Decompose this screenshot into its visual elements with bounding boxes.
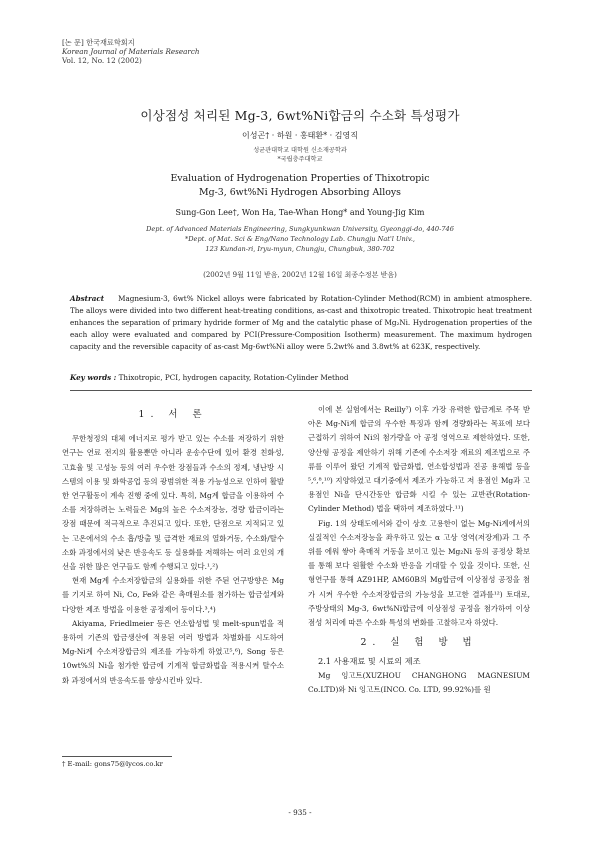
journal-name-en: Korean Journal of Materials Research: [62, 47, 200, 56]
keywords-text: Thixotropic, PCI, hydrogen capacity, Rotation-Cylinder Method: [118, 373, 349, 382]
abstract-divider: [70, 390, 532, 391]
journal-volume: Vol. 12, No. 12 (2002): [62, 56, 142, 65]
left-column: [62, 409, 284, 688]
journal-name-ko: [논 문] 한국재료학회지: [62, 38, 135, 47]
footnote-email: † E-mail: gons75@lycos.co.kr: [62, 760, 163, 768]
section-2-heading: 2. 실 험 방 법: [360, 637, 478, 649]
keywords-label: Key words :: [70, 373, 117, 382]
abstract-label: Abstract: [70, 294, 105, 303]
affiliation-ko: [0, 146, 600, 164]
affiliation-ko-line1: 성균관대학교 대학원 신소재공학과: [253, 147, 347, 154]
keywords: [70, 373, 532, 382]
paragraph: Akiyama, Friedlmeier 등은 연소합성법 및 melt-spun법을 적용하여 기존의 합금생산에 적용된 여러 방법과 차별화를 시도하여 Mg-Ni계 수소저장합금의 제조를 가능하게 하였고⁵,⁶), Song 등은 10wt%의 Ni을 첨가한 합금에 기계적 합금화법을 적용시켜 탈수소화 과정에서의 반응속도를 향상시킨바 있다.: [62, 618, 284, 685]
affiliation-ko-line2: *국립충주대학교: [277, 156, 323, 163]
affiliation-en-line1: Dept. of Advanced Materials Engineering, Sungkyunkwan University, Gyeonggi-do, 440-746: [146, 225, 454, 233]
received-dates: (2002년 9월 11일 받음, 2002년 12월 16일 최종수정본 받음): [203, 271, 397, 279]
subsection-heading: 2.1 사용재료 및 시료의 제조: [318, 656, 421, 667]
paragraph: Fig. 1의 상태도에서와 같이 상호 고용한이 없는 Mg-Ni계에서의 실질적인 수소저장능을 좌우하고 있는 α 고상 영역(저장계)과 그 주위를 에워 쌓아 촉매적 거동을 보이고 있는 Mg₂Ni 등의 공정상 확보를 통해 보다 원활한 수소화 반응을 기대할 수 있을 것이다. 또한, 신형연구를 통해 AZ91HP, AM60B의 Mg합금에 이상점성 공정을 첨가 시켜 우수한 수소저장합금의 가능성을 보고한 결과를¹²) 토대로, 주방상태의 Mg-3, 6wt%Ni합금에 이상점성 공정을 첨가하여 이상점성 처리에 따른 수소화 특성의 변화를 고찰하고자 하였다.: [308, 518, 530, 628]
abstract-text: Magnesium-3, 6wt% Nickel alloys were fabricated by Rotation-Cylinder Method(RCM) in ambient atmosphere. The alloys were divided into two different heat-treating conditions, as-cast and thixotropic treated. Thixotropic heat treatment enhances the separation of primary hydride former of Mg and the catalytic phase of Mg₂Ni. Hydrogenation properties of the each alloy were evaluated and compared by PCI(Pressure-Composition Isotherm) measurement. The maximum hydrogen capacity and the reversible capacity of as-cast Mg-6wt%Ni alloy were 5.2wt% and 3.8wt% at 623K, respectively.: [70, 294, 532, 351]
paragraph: Mg 잉고트(XUZHOU CHANGHONG MAGNESIUM Co.LTD)와 Ni 잉고트(INCO. Co. LTD, 99.92%)를 원: [308, 670, 530, 694]
footnote-divider: [62, 756, 172, 757]
authors-en: Sung-Gon Lee†, Won Ha, Tae-Whan Hong* and Young-Jig Kim: [175, 208, 425, 217]
paper-title-en-line1: Evaluation of Hydrogenation Properties of Thixotropic: [170, 173, 430, 184]
affiliation-en-line2: *Dept. of Mat. Sci & Eng/Nano Technology Lab. Chungju Nat'l Univ.,: [184, 235, 416, 243]
affiliation-en-line3: 123 Kundan-ri, Iryu-myun, Chungju, Chungbuk, 380-702: [205, 245, 395, 253]
affiliation-en: [0, 224, 600, 254]
abstract: [70, 293, 532, 353]
authors-ko: 이성곤† · 하원 · 홍태환* · 김영직: [242, 131, 358, 140]
section-1-heading: 1. 서 론: [138, 409, 208, 420]
page-number: - 935 -: [288, 808, 312, 817]
paper-title-en-line2: Mg-3, 6wt%Ni Hydrogen Absorbing Alloys: [199, 187, 401, 198]
paragraph: 무한청정의 대체 에너지로 평가 받고 있는 수소를 저장하기 위한 연구는 연료 전지의 활용뿐만 아니라 운송수단에 있어 환경 친화성, 고효율 및 고성능 등의 여러 우수한 장점들과 수소의 정제, 냉난방 시스템의 이용 및 화학공업 등의 광범위한 적용 가능성으로 인하여 활발한 연구활동이 계속 진행 중에 있다. 특히, Mg계 합금을 이용하여 수소를 저장하려는 노력들은 Mg의 높은 수소저장능, 경량 합금이라는 장점 때문에 적극적으로 추진되고 있다. 또한, 단점으로 지적되고 있는 고온에서의 수소 흡/방출 및 급격한 재료의 열화거동, 수소화/탈수소화 과정에서의 낮은 반응속도 등 실용화를 저해하는 여러 요인의 개선을 위한 많은 연구들도 함께 수행되고 있다.¹,²): [62, 434, 284, 572]
journal-header: [62, 38, 200, 65]
paragraph: 이에 본 실험에서는 Reilly⁷) 이후 가장 유력한 합금계로 주목 받아온 Mg-Ni계 합금의 우수한 특징과 함께 경량화라는 목표에 보다 근접하기 위하여 Ni의 첨가량을 아 공정 영역으로 제한하였다. 또한, 양산형 공정을 제안하기 위해 기존에 수소저장 재료의 제조법으로 주류를 이루어 왔던 기계적 합금화법, 연소합성법과 진공 용해법 등을⁵,⁶,⁸,¹⁰) 지양하였고 대기중에서 제조가 가능하고 저 용점인 Mg과 고 용점인 Ni을 단시간동안 합금화 시킬 수 있는 교반관(Rotation-Cylinder Method) 법을 택하여 제조하였다.¹¹): [308, 405, 530, 514]
paragraph: 현재 Mg계 수소저장합금의 실용화를 위한 주된 연구방향은 Mg를 기지로 하여 Ni, Co, Fe와 같은 촉매원소를 첨가하는 합금설계와 다양한 제조 방법을 이용한 공정제어 등이다.³,⁴): [62, 576, 284, 614]
right-column: [308, 403, 530, 697]
paper-title-ko: 이상점성 처리된 Mg-3, 6wt%Ni합금의 수소화 특성평가: [140, 108, 460, 123]
paper-title-en: [0, 172, 600, 200]
